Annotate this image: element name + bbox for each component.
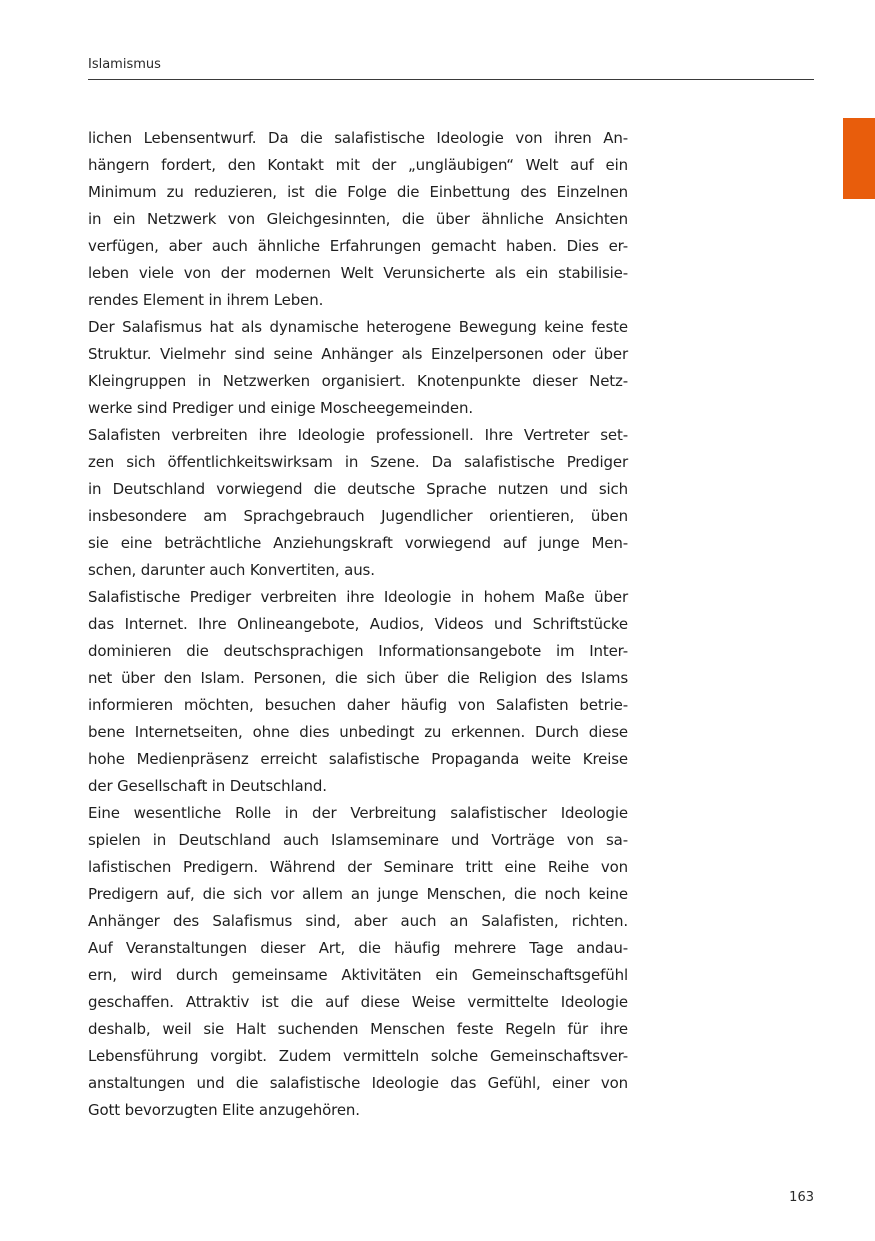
running-head-title: Islamismus (88, 57, 161, 72)
chapter-thumb-tab (843, 118, 875, 199)
text-line: Minimum zu reduzieren, ist die Folge die Einbettung des Einzelnen (88, 183, 628, 201)
text-line: Gott bevorzugten Elite anzugehören. (88, 1101, 360, 1119)
text-line: net über den Islam. Personen, die sich über die Religion des Islams (88, 669, 628, 687)
text-line: lichen Lebensentwurf. Da die salafistische Ideologie von ihren An- (88, 129, 628, 147)
text-line: ern, wird durch gemeinsame Aktivitäten ein Gemeinschaftsgefühl (88, 966, 628, 984)
text-line: geschaffen. Attraktiv ist die auf diese Weise vermittelte Ideologie (88, 993, 628, 1011)
text-line: Auf Veranstaltungen dieser Art, die häufig mehrere Tage andau- (88, 939, 628, 957)
text-line: rendes Element in ihrem Leben. (88, 291, 324, 309)
text-line: Struktur. Vielmehr sind seine Anhänger als Einzelpersonen oder über (88, 345, 628, 363)
text-line: verfügen, aber auch ähnliche Erfahrungen gemacht haben. Dies er- (88, 237, 628, 255)
text-line: hohe Medienpräsenz erreicht salafistische Propaganda weite Kreise (88, 750, 628, 768)
text-line: hängern fordert, den Kontakt mit der „ungläubigen“ Welt auf ein (88, 156, 628, 174)
text-line: Salafisten verbreiten ihre Ideologie professionell. Ihre Vertreter set- (88, 426, 628, 444)
text-line: Anhänger des Salafismus sind, aber auch an Salafisten, richten. (88, 912, 628, 930)
text-line: Salafistische Prediger verbreiten ihre Ideologie in hohem Maße über (88, 588, 628, 606)
paragraph (88, 314, 628, 422)
paragraph (88, 422, 628, 584)
text-line: informieren möchten, besuchen daher häufig von Salafisten betrie- (88, 696, 628, 714)
text-line: schen, darunter auch Konvertiten, aus. (88, 561, 375, 579)
text-line: sie eine beträchtliche Anziehungskraft vorwiegend auf junge Men- (88, 534, 628, 552)
text-line: zen sich öffentlichkeitswirksam in Szene. Da salafistische Prediger (88, 453, 628, 471)
paragraph (88, 125, 628, 314)
header-rule (88, 79, 814, 80)
page-number: 163 (789, 1190, 814, 1205)
text-line: das Internet. Ihre Onlineangebote, Audios, Videos und Schriftstücke (88, 615, 628, 633)
text-line: der Gesellschaft in Deutschland. (88, 777, 327, 795)
text-line: insbesondere am Sprachgebrauch Jugendlicher orientieren, üben (88, 507, 628, 525)
text-line: anstaltungen und die salafistische Ideologie das Gefühl, einer von (88, 1074, 628, 1092)
paragraph (88, 584, 628, 800)
text-line: lafistischen Predigern. Während der Seminare tritt eine Reihe von (88, 858, 628, 876)
text-line: Predigern auf, die sich vor allem an junge Menschen, die noch keine (88, 885, 628, 903)
text-line: Eine wesentliche Rolle in der Verbreitung salafistischer Ideologie (88, 804, 628, 822)
text-line: Lebensführung vorgibt. Zudem vermitteln solche Gemeinschaftsver- (88, 1047, 628, 1065)
body-text (88, 125, 628, 1124)
text-line: bene Internetseiten, ohne dies unbedingt zu erkennen. Durch diese (88, 723, 628, 741)
text-line: deshalb, weil sie Halt suchenden Menschen feste Regeln für ihre (88, 1020, 628, 1038)
text-line: Der Salafismus hat als dynamische heterogene Bewegung keine feste (88, 318, 628, 336)
paragraph (88, 800, 628, 1124)
text-line: in ein Netzwerk von Gleichgesinnten, die über ähnliche Ansichten (88, 210, 628, 228)
text-line: dominieren die deutschsprachigen Informationsangebote im Inter- (88, 642, 628, 660)
text-line: spielen in Deutschland auch Islamseminare und Vorträge von sa- (88, 831, 628, 849)
text-line: Kleingruppen in Netzwerken organisiert. Knotenpunkte dieser Netz- (88, 372, 628, 390)
text-line: leben viele von der modernen Welt Verunsicherte als ein stabilisie- (88, 264, 628, 282)
text-line: werke sind Prediger und einige Moscheegemeinden. (88, 399, 473, 417)
text-line: in Deutschland vorwiegend die deutsche Sprache nutzen und sich (88, 480, 628, 498)
